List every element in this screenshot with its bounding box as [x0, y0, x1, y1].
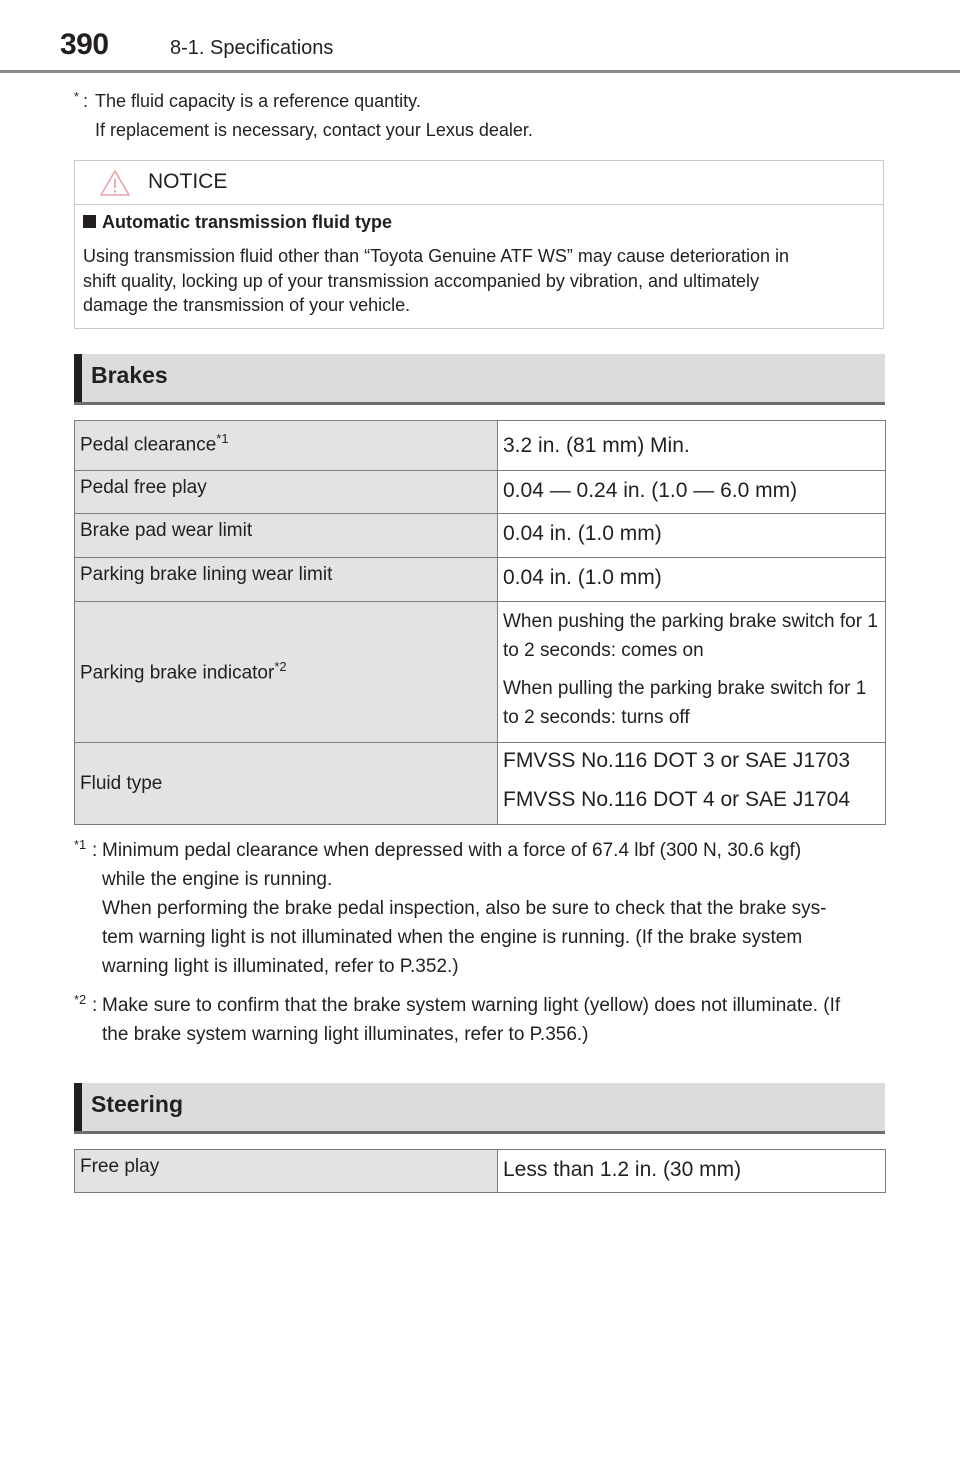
- table-row: [75, 558, 886, 602]
- notice-label: NOTICE: [148, 170, 228, 193]
- steering-section-header: [74, 1083, 885, 1134]
- spec-label: Brake pad wear limit: [75, 514, 498, 558]
- spec-label: Fluid type: [75, 743, 498, 825]
- spec-label: Pedal clearance$^{*1}$: [75, 421, 498, 471]
- brakes-section-header: [74, 354, 885, 405]
- spec-label: Parking brake lining wear limit: [75, 558, 498, 602]
- page-header: [0, 0, 960, 76]
- footnote-mark: *: [74, 89, 80, 104]
- spec-value: 0.04 — 0.24 in. (1.0 — 6.0 mm): [498, 471, 886, 514]
- spec-value: When pushing the parking brake switch for 1 to 2 seconds: comes on When pulling the parking brake switch for 1 to 2 seconds: turns off: [498, 602, 886, 743]
- brakes-title: Brakes: [91, 362, 168, 388]
- section-title: 8-1. Specifications: [170, 37, 334, 59]
- fluid-note-line: The fluid capacity is a reference quantity.: [95, 91, 421, 111]
- page-number: 390: [60, 28, 109, 61]
- fluid-note-line: If replacement is necessary, contact your Lexus dealer.: [95, 120, 533, 140]
- notice-box: [74, 160, 884, 329]
- spec-label: Pedal free play: [75, 471, 498, 514]
- steering-title: Steering: [91, 1091, 184, 1117]
- table-row: [75, 471, 886, 514]
- table-row: [75, 421, 886, 471]
- footnote-tag: *1: [74, 837, 87, 852]
- notice-header: [75, 161, 883, 205]
- spec-value: 0.04 in. (1.0 mm): [498, 514, 886, 558]
- spec-value: FMVSS No.116 DOT 3 or SAE J1703 FMVSS No.116 DOT 4 or SAE J1704: [498, 743, 886, 825]
- table-row: [75, 602, 886, 743]
- fluid-note-text: [95, 87, 885, 145]
- footnote-text: Make sure to confirm that the brake system warning light (yellow) does not illuminate. (If the brake system warning light illuminates, refer to P.356.): [102, 995, 841, 1045]
- warning-triangle-icon: [99, 169, 131, 197]
- table-row: [75, 514, 886, 558]
- spec-value: 0.04 in. (1.0 mm): [498, 558, 886, 602]
- spec-value: 3.2 in. (81 mm) Min.: [498, 421, 886, 471]
- footnote-text: Minimum pedal clearance when depressed with a force of 67.4 lbf (300 N, 30.6 kgf) while the engine is running. When performing the brake pedal inspection, also be sure to check that the brake sys- tem warning light is not illuminated when the engine is running. (If the brake system warning light is illuminated, refer to P.352.): [102, 840, 827, 977]
- square-bullet-icon: [83, 215, 96, 228]
- spec-value: Less than 1.2 in. (30 mm): [498, 1150, 886, 1193]
- brakes-spec-table: [74, 420, 886, 825]
- spec-label: Parking brake indicator$^{*2}$: [75, 602, 498, 743]
- table-row: [75, 743, 886, 825]
- notice-text: Using transmission fluid other than “Toyota Genuine ATF WS” may cause deterioration in shift quality, locking up of your transmission accompanied by vibration, and ultimately damage the transmission of your vehicle.: [83, 246, 789, 315]
- table-row: [75, 1150, 886, 1193]
- notice-subheading: Automatic transmission fluid type: [83, 212, 392, 233]
- steering-spec-table: [74, 1149, 886, 1193]
- spec-label: Free play: [75, 1150, 498, 1193]
- header-rule: [0, 70, 960, 73]
- footnote-tag: *2: [74, 992, 87, 1007]
